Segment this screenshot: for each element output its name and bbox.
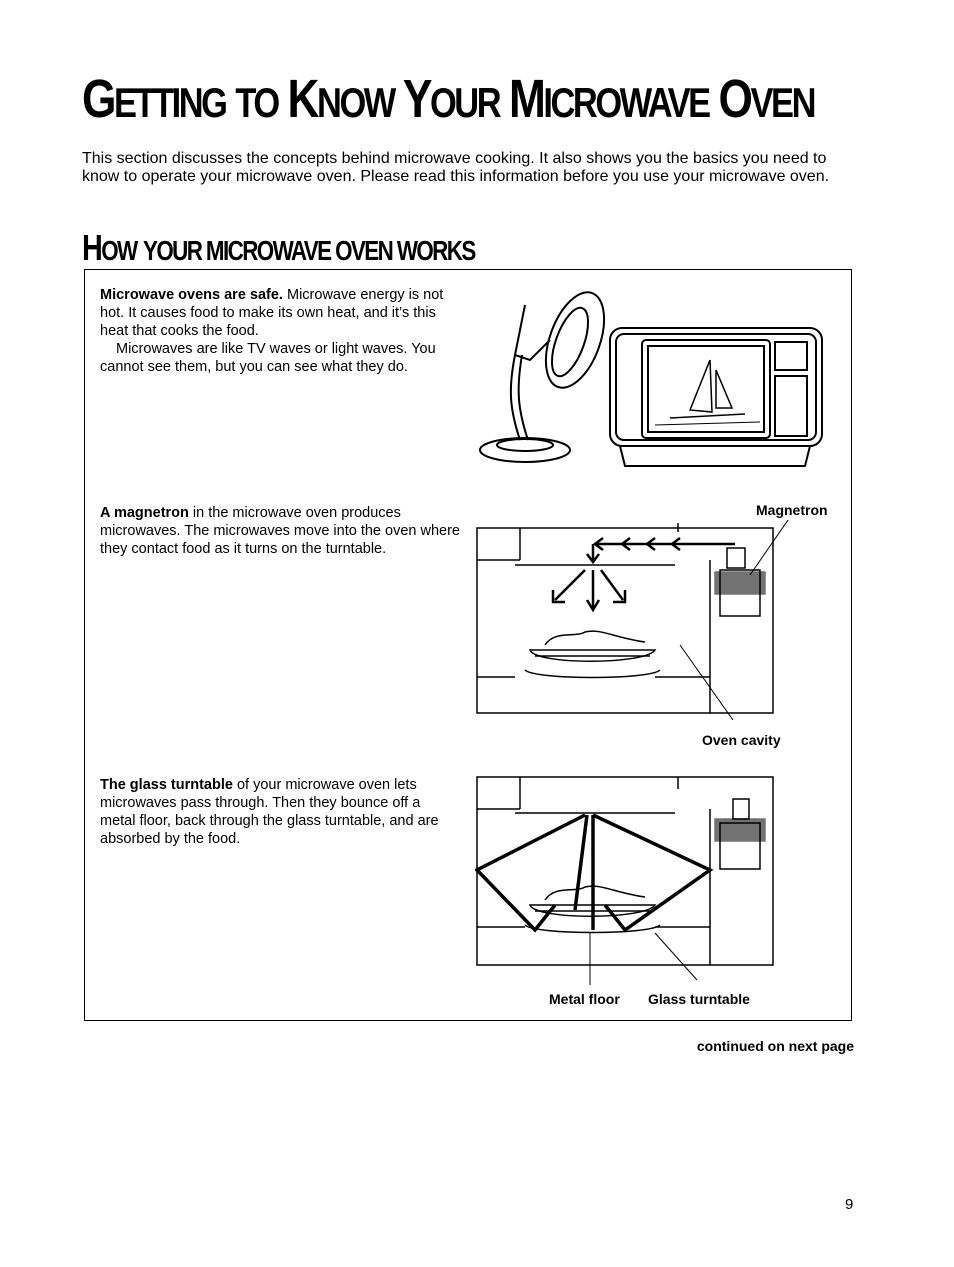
section-heading: HOW YOUR MICROWAVE OVEN WORKS bbox=[82, 227, 475, 268]
oven-cavity-label: Oven cavity bbox=[702, 732, 781, 748]
magnetron-lead: A magnetron bbox=[100, 505, 189, 521]
lamp-and-tv-illustration bbox=[470, 280, 830, 475]
turntable-lead: The glass turntable bbox=[100, 777, 233, 793]
oven-cavity-outline bbox=[477, 528, 773, 713]
turntable-diagram bbox=[475, 775, 775, 985]
turntable-paragraph: The glass turntable of your microwave oven lets microwaves pass through. Then they bounce off a metal floor, back through the glass turntable, and are absorbed by the food. bbox=[100, 777, 439, 847]
microwave-arrows-icon bbox=[553, 538, 735, 610]
magnetron-paragraph: A magnetron in the microwave oven produces microwaves. The microwaves move into the oven where they contact food as it turns on the turntable. bbox=[100, 505, 460, 557]
reflection-lines-icon bbox=[477, 815, 710, 930]
sailboat-icon bbox=[690, 360, 712, 412]
intro-paragraph: This section discusses the concepts behind microwave cooking. It also shows you the basics you need to know to operate your microwave oven. Please read this information before you use your microwave oven. bbox=[82, 150, 830, 185]
metal-floor-label: Metal floor bbox=[549, 991, 620, 1007]
glass-turntable-label: Glass turntable bbox=[648, 991, 750, 1007]
oven-cavity-outline-2 bbox=[477, 777, 773, 965]
magnetron-diagram bbox=[475, 520, 845, 720]
page-title: GETTING TO KNOW YOUR MICROWAVE OVEN bbox=[82, 69, 814, 129]
lamp-shade-icon bbox=[534, 284, 615, 395]
safety-lead: Microwave ovens are safe. bbox=[100, 287, 283, 303]
safety-paragraph: Microwave ovens are safe. Microwave energy is not hot. It causes food to make its own heat, and it’s this heat that cooks the food. Microwaves are like TV waves or light waves. You cannot see them, but you can see what they do. bbox=[100, 286, 460, 376]
safety-paragraph-2: Microwaves are like TV waves or light waves. You cannot see them, but you can see what they do. bbox=[100, 341, 436, 375]
magnetron-label: Magnetron bbox=[756, 502, 828, 518]
page-number: 9 bbox=[845, 1196, 854, 1213]
food-dish-icon bbox=[525, 631, 660, 677]
continued-note: continued on next page bbox=[696, 1038, 854, 1054]
